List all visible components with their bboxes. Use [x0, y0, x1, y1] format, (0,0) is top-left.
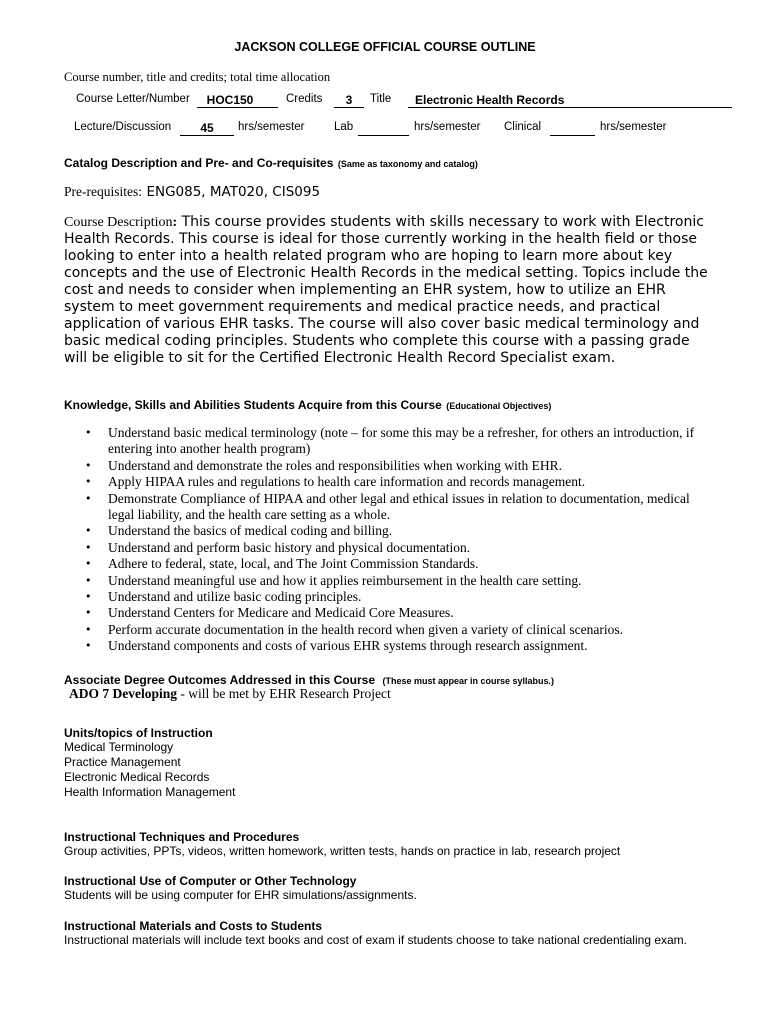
list-item: • Understand the basics of medical coding and billing. [85, 523, 393, 539]
catalog-note: (Same as taxonomy and catalog) [337, 159, 478, 169]
lab-unit: hrs/semester [414, 121, 481, 133]
ado-label: ADO 7 Developing [69, 686, 177, 701]
bullet-glyph: • [85, 524, 92, 538]
title-line [408, 107, 732, 108]
bullet-glyph: • [85, 590, 92, 604]
credits-value: 3 [345, 93, 353, 107]
materials-text: Instructional materials will include text books and cost of exam if students choose to take national credentialing exam. [64, 933, 687, 947]
bullet-glyph: • [85, 622, 92, 636]
lecture-unit: hrs/semester [238, 121, 305, 133]
list-item: • Understand and demonstrate the roles and responsibilities when working with EHR. [85, 457, 563, 473]
unit-item: Medical Terminology [64, 740, 174, 754]
lab-label: Lab [334, 121, 354, 133]
catalog-heading: Catalog Description and Pre- and Co-requisites [64, 156, 334, 170]
unit-item: Health Information Management [64, 785, 236, 799]
bullet-glyph: • [85, 491, 92, 505]
prerequisites-value: ENG085, MAT020, CIS095 [146, 184, 321, 200]
course-description-label: Course Description [64, 215, 173, 230]
bullet-glyph: • [85, 557, 92, 571]
computer-text: Students will be using computer for EHR simulations/assignments. [64, 888, 417, 902]
ado-text: - will be met by EHR Research Project [177, 686, 391, 701]
list-item: • Perform accurate documentation in the health record when given a variety of clinical scenarios. [85, 621, 624, 637]
unit-item: Electronic Medical Records [64, 770, 210, 784]
bullet-glyph: • [85, 475, 92, 489]
bullet-glyph: • [85, 458, 92, 472]
title-label: Title [370, 93, 392, 105]
clinical-unit: hrs/semester [600, 121, 667, 133]
bullet-glyph: • [85, 540, 92, 554]
lecture-value: 45 [200, 121, 214, 135]
clinical-line [550, 135, 595, 136]
course-letter-number-label: Course Letter/Number [76, 93, 190, 105]
lab-line [358, 135, 409, 136]
bullet-glyph: • [85, 426, 92, 439]
computer-heading: Instructional Use of Computer or Other Technology [64, 874, 357, 888]
list-item: • Understand components and costs of various EHR systems through research assignment. [85, 638, 588, 654]
objectives-list [64, 425, 714, 655]
units-heading: Units/topics of Instruction [64, 726, 213, 740]
techniques-heading: Instructional Techniques and Procedures [64, 830, 300, 844]
list-item: • Understand meaningful use and how it applies reimbursement in the health care setting. [85, 572, 582, 588]
course-info-intro: Course number, title and credits; total time allocation [64, 70, 331, 84]
objectives-note: (Educational Objectives) [446, 401, 552, 411]
outcomes-heading: Associate Degree Outcomes Addressed in this Course [64, 673, 375, 687]
list-item: • Adhere to federal, state, local, and The Joint Commission Standards. [85, 556, 479, 572]
bullet-glyph: • [85, 573, 92, 587]
list-item: • Understand Centers for Medicare and Medicaid Core Measures. [85, 605, 454, 621]
computer-section [64, 874, 714, 903]
lecture-label: Lecture/Discussion [74, 121, 172, 133]
list-item: • Understand and utilize basic coding principles. [85, 589, 362, 605]
clinical-label: Clinical [504, 121, 542, 133]
course-title-value: Electronic Health Records [415, 93, 565, 107]
prerequisites-row [64, 183, 320, 201]
course-description [64, 214, 709, 367]
materials-section [64, 919, 714, 948]
outcomes-note: (These must appear in course syllabus.) [382, 676, 555, 686]
catalog-heading-row [64, 154, 478, 172]
lecture-line [180, 135, 234, 136]
units-section [64, 726, 714, 800]
course-letter-number-line [197, 107, 278, 108]
materials-heading: Instructional Materials and Costs to Students [64, 919, 323, 933]
techniques-section [64, 830, 714, 859]
techniques-text: Group activities, PPTs, videos, written homework, written tests, hands on practice in lab, research project [64, 844, 621, 858]
course-description-colon: : [172, 215, 178, 230]
bullet-glyph: • [85, 606, 92, 620]
credits-line [334, 107, 364, 108]
list-item: • Apply HIPAA rules and regulations to health care information and records management. [85, 474, 586, 490]
credits-label: Credits [286, 93, 323, 105]
objectives-heading: Knowledge, Skills and Abilities Students Acquire from this Course [64, 398, 442, 412]
prerequisites-label: Pre-requisites: [64, 184, 142, 199]
course-letter-number-value: HOC150 [206, 93, 254, 107]
list-item: • Understand and perform basic history and physical documentation. [85, 539, 471, 555]
ado-line [69, 686, 391, 702]
page-title: JACKSON COLLEGE OFFICIAL COURSE OUTLINE [234, 40, 536, 54]
list-item: • Demonstrate Compliance of HIPAA and other legal and ethical issues in relation to documentation, medical legal liability, and the health care setting as a whole. [85, 490, 690, 523]
unit-item: Practice Management [64, 755, 181, 769]
course-description-text: This course provides students with skills necessary to work with Electronic Health Records. This course is ideal for those currently working in the health field or those looking to enter into a health related program who are hoping to learn more about key concepts and the use of Electronic Health Records in the medical setting. Topics include the cost and needs to consider when implementing an EHR system, how to utilize an EHR system to meet government requirements and medical practice needs, and practical application of various EHR tasks. The course will also cover basic medical terminology and basic medical coding principles. Students who complete this course with a passing grade will be eligible to sit for the Certified Electronic Health Record Specialist exam. [64, 214, 708, 366]
objectives-heading-row [64, 396, 551, 414]
list-item: • Understand basic medical terminology (note – for some this may be a refresher, for others an introduction, if entering into another health program) [85, 425, 695, 457]
bullet-glyph: • [85, 639, 92, 653]
